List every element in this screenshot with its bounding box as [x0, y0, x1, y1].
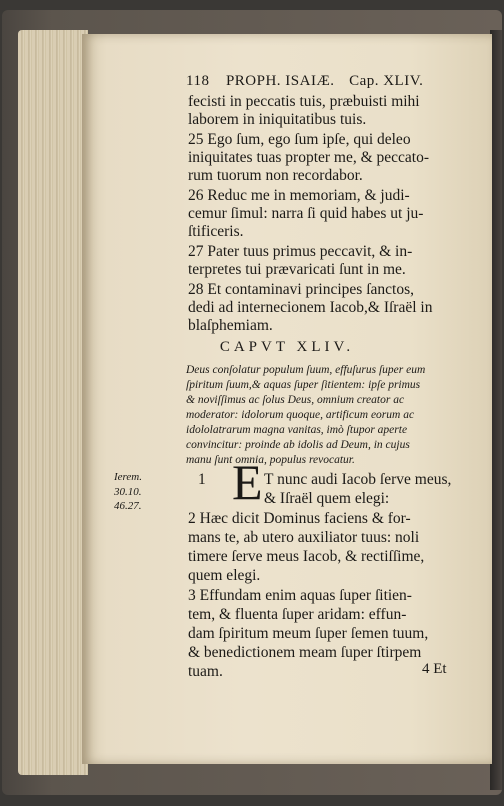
argument-line: moderator: idolorum quoque, artificum eorum ac — [186, 409, 415, 421]
text-line: & benedictionem meam ſuper ſtirpem — [188, 644, 422, 661]
text-line: dedi ad internecionem Iacob,& Iſraël in — [188, 299, 433, 316]
page-edges — [18, 30, 88, 775]
margin-note: 30.10. — [114, 486, 142, 498]
text-line: tuam. — [188, 663, 223, 680]
book-page — [82, 34, 492, 764]
chapter-ref: Cap. XLIV. — [349, 73, 424, 89]
argument-line: Deus conſolatur populum ſuum, effuſurus ſuper eum — [186, 364, 426, 376]
catchword: 4 Et — [422, 661, 447, 677]
text-line: 26 Reduc me in memoriam, & judi- — [188, 187, 410, 204]
text-line: 3 Effundam enim aquas ſuper ſitien- — [188, 587, 412, 604]
text-line: 2 Hæc dicit Dominus faciens & for- — [188, 510, 411, 527]
text-line: ſtificeris. — [188, 223, 244, 240]
text-line: 25 Ego ſum, ego ſum ipſe, qui deleo — [188, 131, 411, 148]
text-line: iniquitates tuas propter me, & peccato- — [188, 149, 430, 166]
text-line: fecisti in peccatis tuis, præbuisti mihi — [188, 93, 420, 110]
text-line: terpretes tui prævaricati ſunt in me. — [188, 261, 406, 278]
text-line: mans te, ab utero auxiliator tuus: noli — [188, 529, 420, 546]
argument-line: convincitur: proinde ab idolis ad Deum, in cujus — [186, 439, 410, 451]
text-line: dam ſpiritum meum ſuper ſemen tuum, — [188, 625, 429, 642]
text-line: blaſphemiam. — [188, 317, 273, 334]
text-line: laborem in iniquitatibus tuis. — [188, 111, 367, 128]
text-line: 27 Pater tuus primus peccavit, & in- — [188, 243, 413, 260]
chapter-heading: CAPVT XLIV. — [219, 339, 355, 355]
text-line: quem elegi. — [188, 567, 261, 584]
text-line: tem, & fluenta ſuper aridam: effun- — [188, 606, 407, 623]
margin-note: 46.27. — [114, 500, 142, 512]
argument-line: manu ſunt omnia, populus revocatur. — [186, 454, 355, 466]
text-line: rum tuorum non recordabor. — [188, 167, 363, 184]
text-line: cemur ſimul: narra ſi quid habes ut ju- — [188, 205, 424, 222]
text-line: & Iſraël quem elegi: — [264, 490, 390, 507]
running-header — [186, 73, 423, 90]
running-title: PROPH. ISAIÆ. — [225, 73, 335, 89]
argument-line: idololatrarum magna vanitas, imò ſtupor aperte — [186, 424, 408, 436]
page-number: 118 — [186, 73, 210, 89]
margin-note: Ierem. — [114, 471, 142, 483]
text-line: timere ſerve meus Iacob, & rectiſſime, — [188, 548, 425, 565]
argument-line: & noviſſimus ac ſolus Deus, omnium creator ac — [186, 394, 405, 406]
verse-number: 1 — [198, 471, 206, 488]
drop-cap: E — [232, 454, 263, 510]
argument-line: ſpiritum ſuum,& aquas ſuper ſitientem: ipſe primus — [186, 379, 421, 391]
text-line: 28 Et contaminavi principes ſanctos, — [188, 281, 414, 298]
text-line: T nunc audi Iacob ſerve meus, — [264, 471, 452, 488]
